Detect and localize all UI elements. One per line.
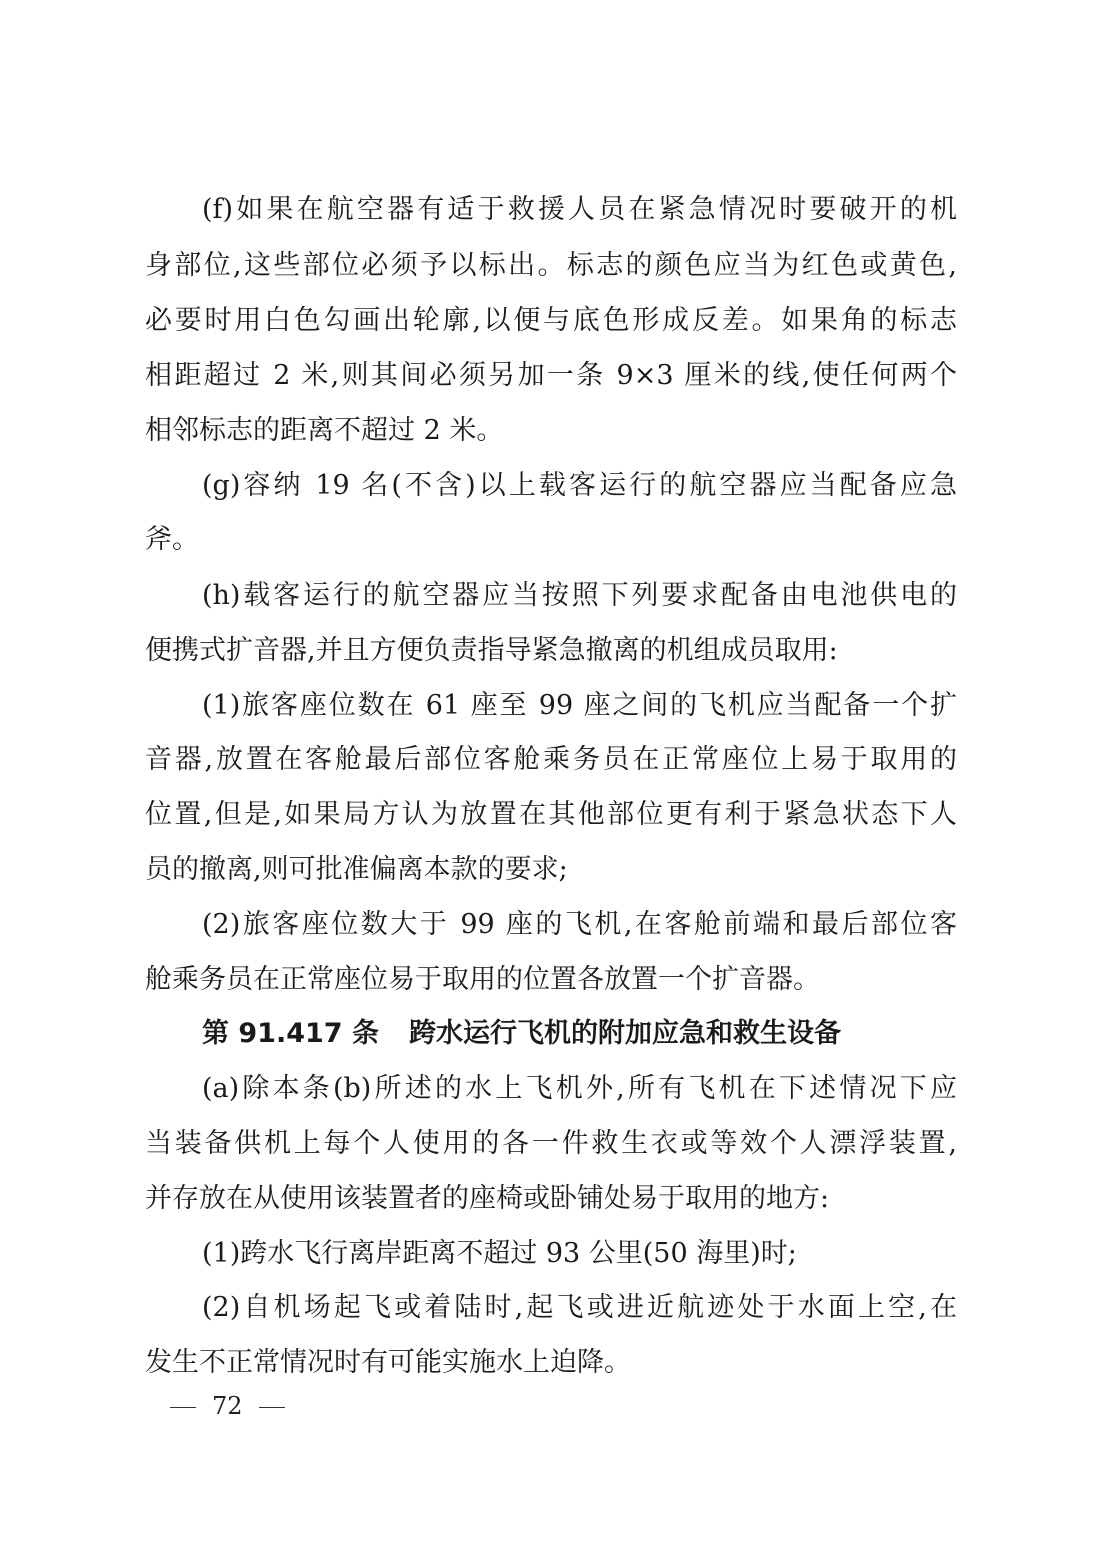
footer-dash-right [259,1407,285,1408]
paragraph-f-line-4: 相距超过 2 米,则其间必须另加一条 9×3 厘米的线,使任何两个 [145,360,957,391]
paragraph-g-line-2: 斧。 [145,524,199,555]
footer-dash-left [170,1407,196,1408]
article-number: 第 91.417 条 [202,1018,379,1049]
paragraph-h2-line-2: 舱乘务员在正常座位易于取用的位置各放置一个扩音器。 [145,964,820,995]
paragraph-a1-line-1: (1)跨水飞行离岸距离不超过 93 公里(50 海里)时; [202,1238,797,1269]
paragraph-h1-line-1: (1)旅客座位数在 61 座至 99 座之间的飞机应当配备一个扩 [202,690,957,721]
paragraph-h1-line-4: 员的撤离,则可批准偏离本款的要求; [145,854,568,885]
paragraph-a-line-3: 并存放在从使用该装置者的座椅或卧铺处易于取用的地方: [145,1183,830,1214]
paragraph-h-line-1: (h)载客运行的航空器应当按照下列要求配备由电池供电的 [202,580,957,611]
page-footer [170,1388,285,1424]
article-heading [202,1014,957,1054]
paragraph-a-line-2: 当装备供机上每个人使用的各一件救生衣或等效个人漂浮装置, [145,1128,957,1159]
paragraph-f-line-5: 相邻标志的距离不超过 2 米。 [145,415,504,446]
paragraph-h-line-2: 便携式扩音器,并且方便负责指导紧急撤离的机组成员取用: [145,635,838,666]
paragraph-a2-line-1: (2)自机场起飞或着陆时,起飞或进近航迹处于水面上空,在 [202,1292,957,1323]
paragraph-h1-line-2: 音器,放置在客舱最后部位客舱乘务员在正常座位上易于取用的 [145,744,957,775]
paragraph-f-line-1: (f)如果在航空器有适于救援人员在紧急情况时要破开的机 [202,194,957,225]
article-title: 跨水运行飞机的附加应急和救生设备 [409,1018,841,1049]
paragraph-f-line-2: 身部位,这些部位必须予以标出。标志的颜色应当为红色或黄色, [145,250,957,281]
paragraph-f-line-3: 必要时用白色勾画出轮廓,以便与底色形成反差。如果角的标志 [145,305,957,336]
paragraph-g-line-1: (g)容纳 19 名(不含)以上载客运行的航空器应当配备应急 [202,470,957,501]
paragraph-a-line-1: (a)除本条(b)所述的水上飞机外,所有飞机在下述情况下应 [202,1073,957,1104]
paragraph-h2-line-1: (2)旅客座位数大于 99 座的飞机,在客舱前端和最后部位客 [202,909,957,940]
paragraph-a2-line-2: 发生不正常情况时有可能实施水上迫降。 [145,1347,631,1378]
paragraph-h1-line-3: 位置,但是,如果局方认为放置在其他部位更有利于紧急状态下人 [145,799,957,830]
page-number: 72 [212,1392,243,1420]
